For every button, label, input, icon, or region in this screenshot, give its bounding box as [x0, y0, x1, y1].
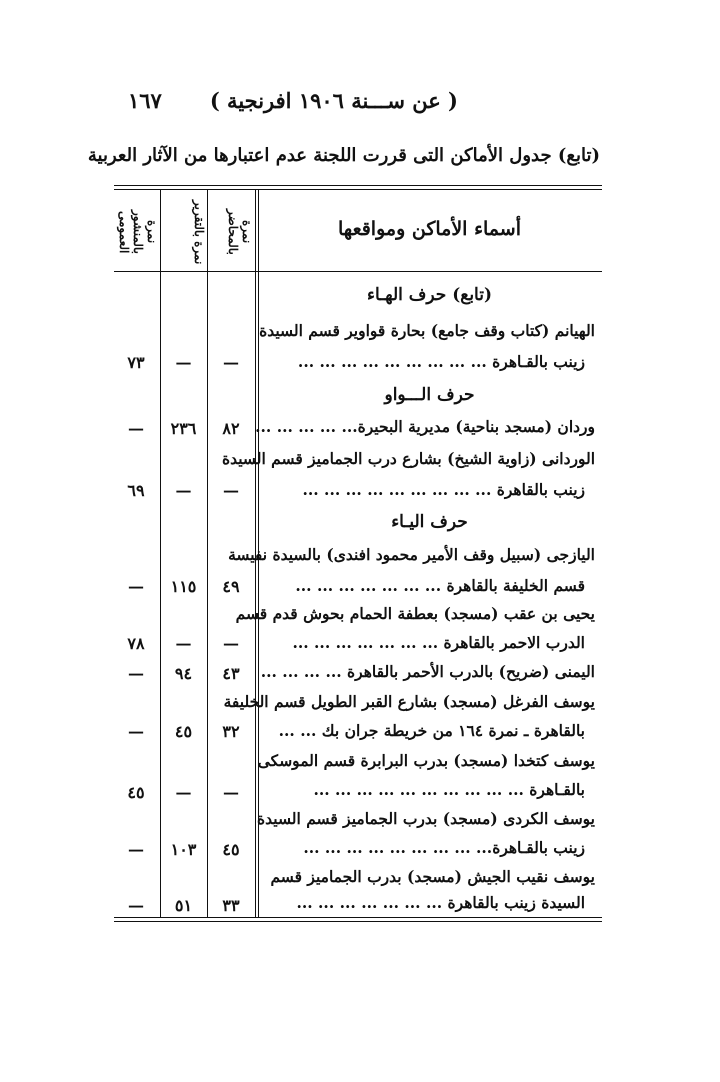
col-header-minutes: نمرة بالمحاضر — [226, 209, 254, 255]
cell-report: — — [175, 353, 192, 372]
cell-general: — — [128, 577, 144, 596]
entry-line: زينب بالقـاهرة ... ... ... ... ... ... ... ... ... — [297, 352, 585, 371]
section-title: (تابع) حرف الهـاء — [366, 285, 493, 305]
col-divider-2 — [207, 190, 208, 917]
entry-line: الهيانم (كتاب وقف جامع) بحارة قواوير قسم السيدة — [259, 321, 595, 340]
section-title: حرف اليـاء — [391, 512, 468, 532]
cell-minutes: ٣٢ — [222, 722, 240, 741]
bottom-rule-1 — [114, 917, 602, 918]
header-rule — [114, 271, 602, 272]
entry-line: بالقاهرة ـ نمرة ١٦٤ من خريطة جران بك ... ... — [278, 721, 585, 740]
cell-minutes: ٨٢ — [222, 419, 240, 438]
cell-general: ٤٥ — [127, 783, 145, 802]
entry-line: يوسف الفرغل (مسجد) بشارع القبر الطويل قسم الخليفة — [223, 692, 595, 711]
cell-minutes: ٤٣ — [222, 664, 240, 683]
page-number: ١٦٧ — [128, 88, 162, 113]
cell-minutes: ٣٣ — [222, 896, 240, 915]
cell-general: — — [128, 664, 144, 683]
cell-report: ٩٤ — [174, 664, 193, 683]
cell-general: ٧٨ — [127, 634, 145, 653]
col-divider-1 — [160, 190, 161, 917]
top-rule-2 — [114, 189, 602, 190]
entry-line: يوسف نقيب الجيش (مسجد) بدرب الجماميز قسم — [270, 867, 595, 886]
table-caption: (تابع) جدول الأماكن التى قررت اللجنة عدم اعتبارها من الآثار العربية — [87, 145, 600, 166]
cell-report: ٢٣٦ — [170, 419, 197, 438]
cell-minutes: — — [223, 481, 239, 500]
entry-line: اليمنى (ضريح) بالدرب الأحمر بالقاهرة ... ... ... ... — [260, 662, 595, 681]
cell-report: ١١٥ — [170, 577, 197, 596]
cell-report: ١٠٣ — [170, 840, 197, 859]
cell-report: ٤٥ — [174, 722, 193, 741]
entry-line: يوسف الكردى (مسجد) بدرب الجماميز قسم السيدة — [257, 809, 595, 828]
entry-line: زينب بالقـاهرة... ... ... ... ... ... ... ... ... — [303, 838, 585, 857]
cell-report: — — [175, 634, 192, 653]
cell-general: ٧٣ — [127, 353, 145, 372]
cell-report: — — [175, 783, 192, 802]
cell-general: — — [128, 419, 144, 438]
cell-minutes: ٤٩ — [222, 577, 240, 596]
entry-line: قسم الخليفة بالقاهرة ... ... ... ... ... ... ... — [295, 576, 585, 595]
cell-minutes: — — [223, 634, 239, 653]
cell-general: — — [128, 840, 144, 859]
section-title: حرف الـــواو — [384, 385, 475, 405]
page-header: ( عن ســـنة ١٩٠٦ افرنجية ) — [209, 88, 458, 113]
cell-report: — — [175, 481, 192, 500]
names-column-header: أسماء الأماكن ومواقعها — [338, 218, 521, 240]
cell-general: — — [128, 896, 144, 915]
entry-line: الدرب الاحمر بالقاهرة ... ... ... ... ... ... ... — [292, 633, 585, 652]
entry-line: وردان (مسجد بناحية) مديرية البحيرة... ... ... ... ... — [255, 417, 595, 436]
col-header-general: نمرة بالمنشور العمومى — [117, 210, 159, 254]
entry-line: يوسف كتخدا (مسجد) بدرب البرابرة قسم الموسكى — [257, 751, 595, 770]
cell-minutes: ٤٥ — [222, 840, 240, 859]
entry-line: اليازجى (سبيل وقف الأمير محمود افندى) بالسيدة نفيسة — [228, 545, 595, 564]
cell-general: ٦٩ — [127, 481, 145, 500]
cell-minutes: — — [223, 783, 239, 802]
entry-line: الوردانى (زاوية الشيخ) بشارع درب الجماميز قسم السيدة — [221, 449, 595, 468]
entry-line: السيدة زينب بالقاهرة ... ... ... ... ... ... ... — [296, 893, 585, 912]
col-header-report: نمرة بالتقرير — [192, 199, 206, 265]
cell-general: — — [128, 722, 144, 741]
cell-report: ٥١ — [174, 896, 193, 915]
entry-line: زينب بالقاهرة ... ... ... ... ... ... ... ... ... — [302, 480, 585, 499]
entry-line: بالقـاهرة ... ... ... ... ... ... ... ... ... ... — [313, 780, 585, 799]
bottom-rule-2 — [114, 921, 602, 922]
entry-line: يحيى بن عقب (مسجد) بعطفة الحمام بحوش قدم قسم — [235, 604, 595, 623]
cell-minutes: — — [223, 353, 239, 372]
top-rule-1 — [114, 185, 602, 186]
